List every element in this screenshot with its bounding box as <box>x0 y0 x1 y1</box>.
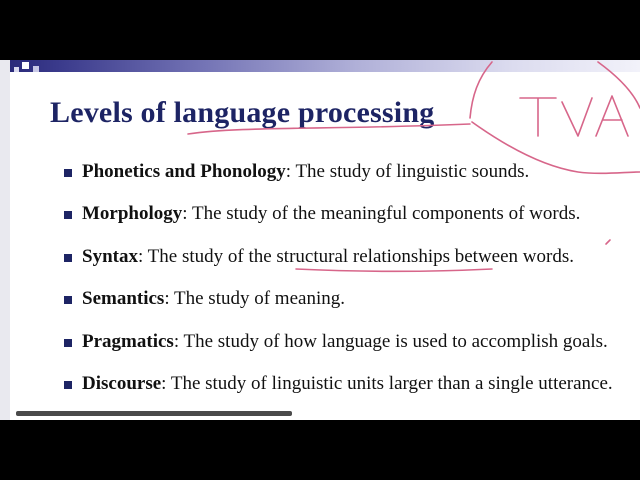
ink-tick-mark <box>606 240 610 244</box>
horizontal-scrollbar[interactable] <box>16 411 292 416</box>
bullet-term: Phonetics and Phonology <box>82 161 286 182</box>
slide-left-edge <box>0 60 10 420</box>
decor-square <box>33 66 39 72</box>
square-bullet-icon <box>64 296 72 304</box>
ink-letter-a <box>596 96 628 136</box>
bullet-term: Syntax <box>82 245 138 267</box>
ink-letter-v <box>562 98 592 136</box>
bullet-term: Morphology <box>82 203 183 225</box>
bullet-description: : The study of how language is used to accomplish goals. <box>173 330 608 352</box>
square-bullet-icon <box>64 254 72 262</box>
square-bullet-icon <box>64 339 72 347</box>
bullet-description: : The study of the meaningful components of words. <box>182 203 581 225</box>
slide <box>0 60 640 420</box>
slide-header-band <box>10 60 640 72</box>
square-bullet-icon <box>64 169 72 177</box>
bullet-description: : The study of linguistic units larger than a single utterance. <box>161 372 613 394</box>
bullet-term: Discourse <box>82 372 162 394</box>
bullet-term: Semantics <box>82 288 165 310</box>
decor-square <box>14 67 19 72</box>
bullet-description: : The study of linguistic sounds. <box>285 161 530 182</box>
ink-letter-t <box>520 98 556 136</box>
ink-underline-syntax <box>296 269 492 271</box>
bullet-term: Pragmatics <box>82 330 174 352</box>
bullet-description: : The study of the structural relationships between words. <box>137 245 574 267</box>
square-bullet-icon <box>64 381 72 389</box>
square-bullet-icon <box>64 211 72 219</box>
bullet-description: : The study of meaning. <box>164 288 345 310</box>
slide-title: Levels of language processing <box>50 96 435 129</box>
decor-square <box>22 62 29 69</box>
